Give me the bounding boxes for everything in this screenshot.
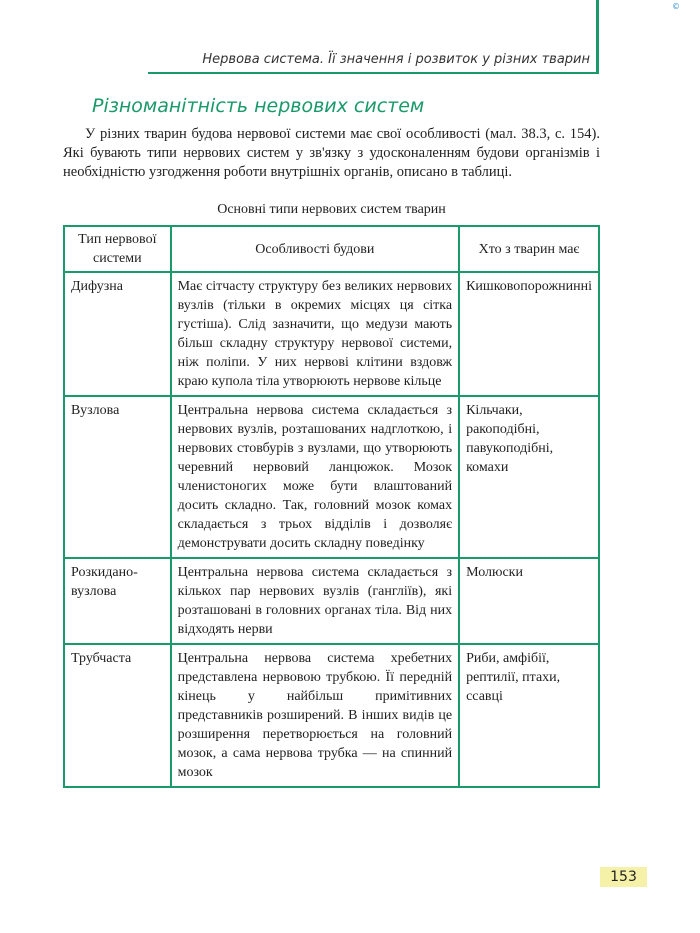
cell-features: Має сітчасту структуру без великих нервових вузлів (тільки в окремих місцях ця сітка густіша). Слід зазначити, що медузи мають більш складну структуру нервової системи, ніж поліпи. У них нервові клітини вздовж краю купола тіла утворюють нервове кільце [171, 272, 459, 396]
header-type: Тип нервової системи [64, 226, 171, 272]
corner-logo: © [672, 2, 680, 11]
header-animals: Хто з тварин має [459, 226, 599, 272]
page-number: 153 [600, 867, 647, 887]
cell-animals: Молюски [459, 558, 599, 644]
section-title: Різноманітність нервових систем [92, 95, 425, 117]
cell-type: Розкидано-вузлова [64, 558, 171, 644]
cell-animals: Кишковопорожнинні [459, 272, 599, 396]
header-features: Особливості будови [171, 226, 459, 272]
nervous-system-types-table [63, 225, 600, 788]
header-horizontal-rule [148, 72, 599, 74]
cell-animals: Риби, амфібії, рептилії, птахи, ссавці [459, 644, 599, 787]
cell-type: Вузлова [64, 396, 171, 558]
table-row [64, 396, 599, 558]
cell-type: Трубчаста [64, 644, 171, 787]
intro-paragraph: У різних тварин будова нервової системи має свої особливості (мал. 38.3, с. 154). Які бувають типи нервових систем у зв'язку з удосконаленням будови організмів і необхідністю узгодження роботи внутрішніх органів, описано в таблиці. [63, 126, 600, 180]
cell-features: Центральна нервова система хребетних представлена нервовою трубкою. Її передній кінець у найбільш примітивних представників розширений. В інших видів це розширення перетворюється на головний мозок, а сама нервова трубка — на спинний мозок [171, 644, 459, 787]
cell-features: Центральна нервова система складається з нервових вузлів, розташованих надглоткою, і нервових стовбурів з вузлами, що утворюють черевний нервовий ланцюжок. Мозок членистоногих може бути влаштований досить складно. Так, головний мозок комах складається з трьох відділів і дозволяє демонструвати досить складну поведінку [171, 396, 459, 558]
table-header-row [64, 226, 599, 272]
cell-type: Дифузна [64, 272, 171, 396]
table-row [64, 644, 599, 787]
table-row [64, 272, 599, 396]
table-row [64, 558, 599, 644]
cell-animals: Кільчаки, ракоподібні, павукоподібні, комахи [459, 396, 599, 558]
running-head: Нервова система. Її значення і розвиток у різних тварин [202, 52, 590, 67]
cell-features: Центральна нервова система складається з кількох пар нервових вузлів (гангліїв), які розташовані в головних органах тіла. Від них відходять нерви [171, 558, 459, 644]
table-caption: Основні типи нервових систем тварин [217, 202, 446, 217]
header-vertical-rule [596, 0, 599, 72]
